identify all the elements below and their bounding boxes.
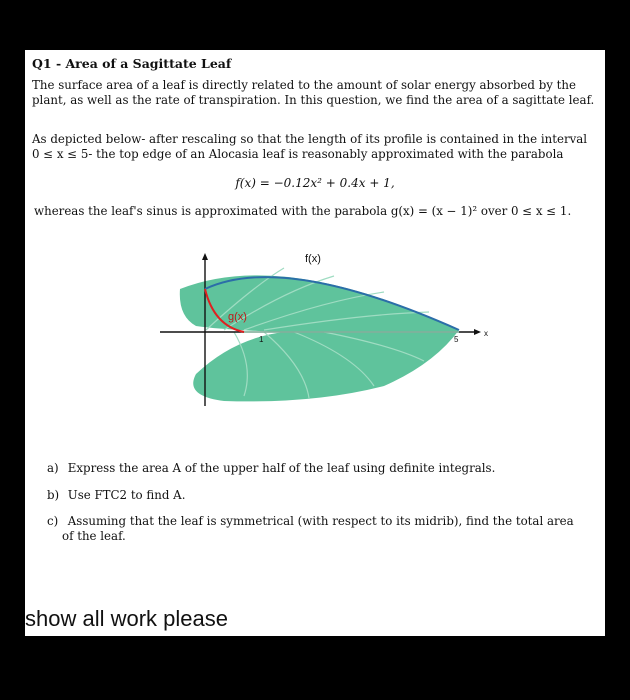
question-b-text: Use FTC2 to find A. <box>67 488 186 502</box>
question-b <box>47 488 592 503</box>
sinus-paragraph: whereas the leaf's sinus is approximated with the parabola g(x) = (x − 1)² over 0 ≤ x ≤ 1. <box>34 204 572 218</box>
question-title: Q1 - Area of a Sagittate Leaf <box>32 56 232 71</box>
question-c-label: c) <box>47 514 59 528</box>
question-b-label: b) <box>47 488 60 502</box>
tick-label-1: 1 <box>259 335 264 344</box>
footer-note: show all work please <box>25 606 228 631</box>
question-a-text: Express the area A of the upper half of the leaf using definite integrals. <box>67 461 496 475</box>
y-axis-arrow <box>202 253 208 260</box>
tick-label-5: 5 <box>454 335 459 344</box>
intro-paragraph: The surface area of a leaf is directly related to the amount of solar energy absorbed by the plant, as well as the rate of transpiration. In this question, we find the area of a sagittate leaf. <box>32 78 595 107</box>
leaf-shape <box>180 275 459 401</box>
leaf-figure <box>134 246 488 406</box>
question-page <box>25 50 605 636</box>
question-a <box>47 461 592 476</box>
equation-f: f(x) = −0.12x² + 0.4x + 1, <box>235 176 395 190</box>
question-c-text: Assuming that the leaf is symmetrical (with respect to its midrib), find the total area <box>67 514 574 528</box>
question-c-continuation: of the leaf. <box>62 528 126 543</box>
label-f: f(x) <box>305 253 321 265</box>
question-c <box>47 514 592 543</box>
x-axis-arrow <box>474 329 481 335</box>
label-g: g(x) <box>228 311 247 323</box>
label-x: x <box>484 329 488 338</box>
setup-paragraph: As depicted below- after rescaling so that the length of its profile is contained in the interval 0 ≤ x ≤ 5- the top edge of an Alocasia leaf is reasonably approximated with the parabola <box>32 132 588 161</box>
question-a-label: a) <box>47 461 59 475</box>
